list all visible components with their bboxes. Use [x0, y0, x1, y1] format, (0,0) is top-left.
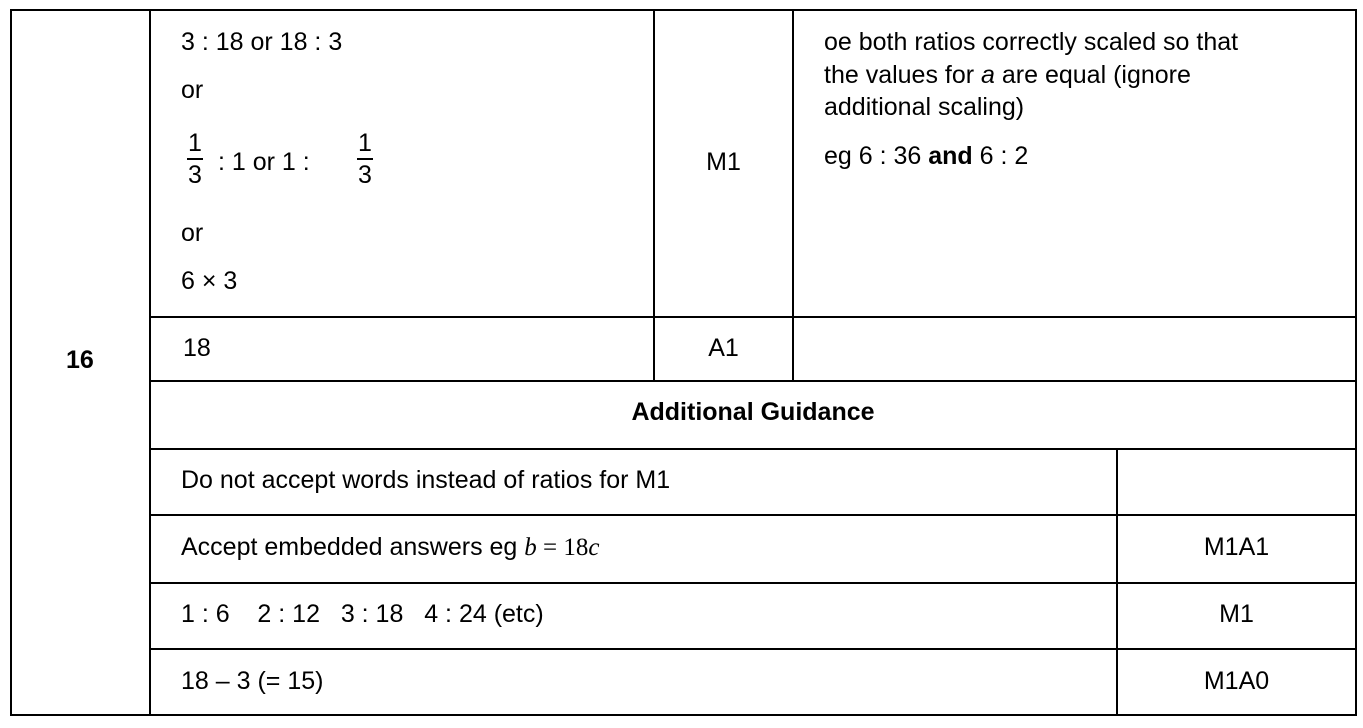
formula-c: c [588, 534, 600, 561]
comment-line-3: additional scaling) [824, 93, 1025, 121]
col-divider-mark [792, 9, 794, 382]
fraction-one-third-a [184, 130, 206, 188]
answer-final: 18 [183, 334, 211, 362]
formula-b: b [524, 534, 537, 561]
fraction-numerator: 1 [188, 129, 202, 157]
answer-ratio-line: 3 : 18 or 18 : 3 [181, 28, 343, 56]
guidance-mark-2: M1A1 [1203, 533, 1270, 561]
guidance-text-2-label: Accept embedded answers eg [181, 533, 525, 561]
row-divider-g1 [149, 514, 1357, 516]
guidance-text-4: 18 – 3 (= 15) [181, 667, 324, 695]
fraction-bar [357, 158, 373, 160]
guidance-text-2 [181, 532, 599, 563]
guidance-mark-3: M1 [1219, 600, 1254, 628]
fraction-denominator: 3 [358, 161, 372, 189]
guidance-title: Additional Guidance [631, 398, 875, 426]
comment-example [824, 141, 1028, 171]
comment-line-1: oe both ratios correctly scaled so that [824, 28, 1239, 56]
col-divider-answer [653, 9, 655, 382]
answer-product-line: 6 × 3 [181, 267, 238, 295]
row-divider-g2 [149, 582, 1357, 584]
fraction-numerator: 1 [358, 129, 372, 157]
formula-eq: = 18 [536, 534, 589, 561]
comment-example-and: and [928, 142, 973, 170]
variable-a: a [981, 61, 995, 89]
row-divider-1 [149, 316, 1357, 318]
comment-example-pre: eg 6 : 36 [824, 142, 929, 170]
row-divider-guidance-title [149, 448, 1357, 450]
row-divider-2 [149, 380, 1357, 382]
fraction-ratio-text: : 1 or 1 : [218, 148, 310, 176]
comment-line-2 [824, 60, 1191, 90]
mark-a1: A1 [708, 334, 739, 362]
answer-or-1: or [181, 76, 204, 104]
fraction-one-third-b [354, 130, 376, 188]
guidance-text-3: 1 : 6 2 : 12 3 : 18 4 : 24 (etc) [181, 600, 544, 628]
guidance-text-1: Do not accept words instead of ratios for M1 [181, 466, 671, 494]
answer-or-2: or [181, 219, 204, 247]
row-divider-g3 [149, 648, 1357, 650]
question-number: 16 [66, 346, 94, 374]
fraction-bar [187, 158, 203, 160]
col-divider-question [149, 9, 151, 716]
comment-example-post: 6 : 2 [972, 142, 1029, 170]
comment-line-2-post: are equal (ignore [994, 61, 1191, 89]
comment-line-2-pre: the values for [824, 61, 982, 89]
fraction-denominator: 3 [188, 161, 202, 189]
mark-m1: M1 [706, 148, 741, 176]
guidance-mark-4: M1A0 [1203, 667, 1270, 695]
